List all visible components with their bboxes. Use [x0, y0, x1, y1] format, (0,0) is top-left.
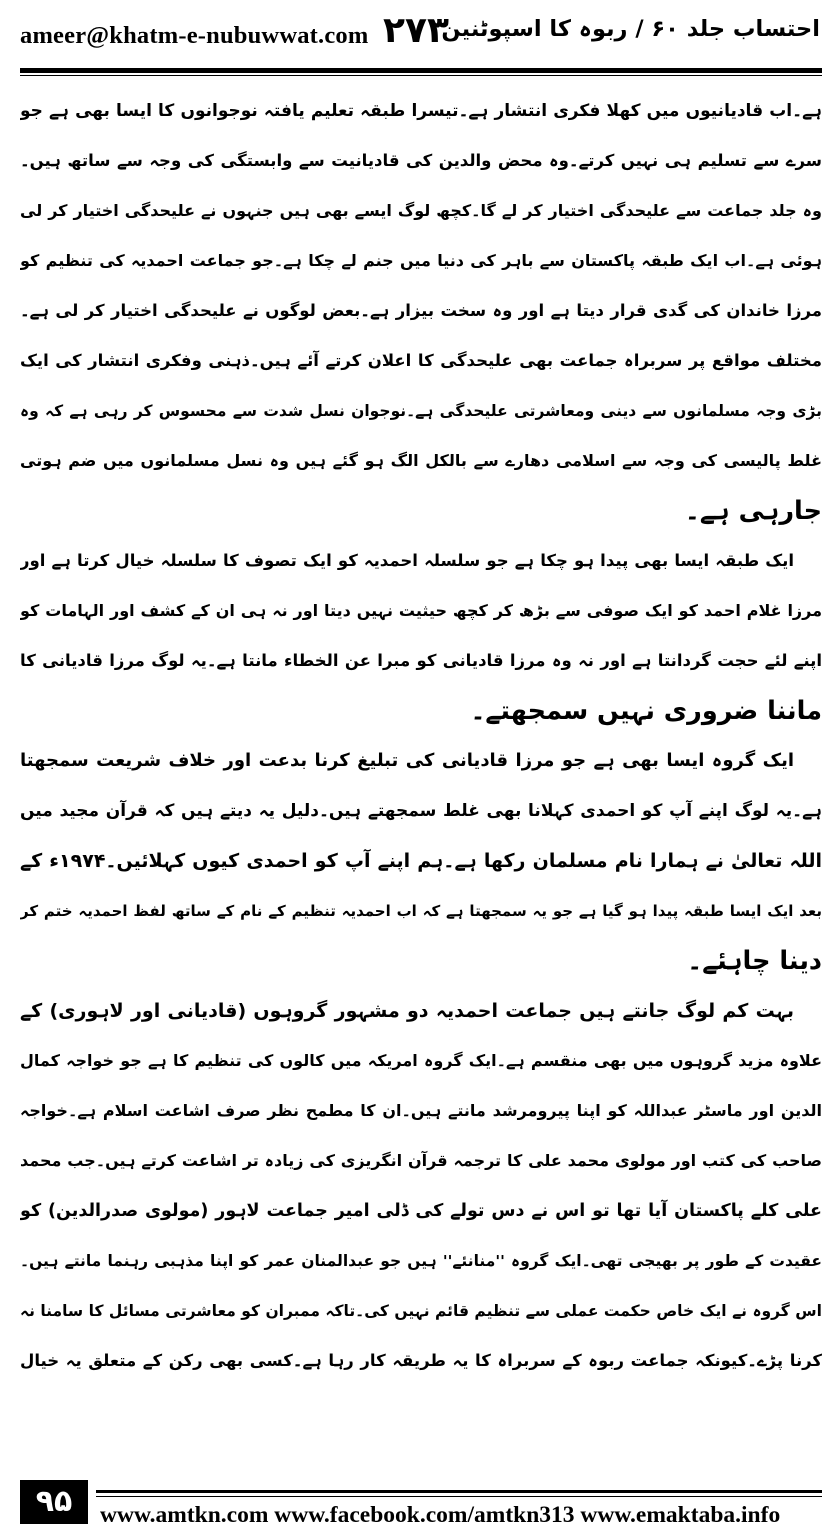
- header-rule: [20, 68, 822, 73]
- text-line: صاحب کی کتب اور مولوی محمد علی کا ترجمہ قرآن انگریزی کی زیادہ تر اشاعت کرتے ہیں۔جب محمد: [20, 1151, 822, 1170]
- text-line: مرزا خاندان کی گدی قرار دیتا ہے اور وہ سخت بیزار ہے۔بعض لوگوں نے علیحدگی اختیار کر لی ہے۔: [20, 301, 822, 320]
- text-line: مرزا غلام احمد کو ایک صوفی سے بڑھ کر کچھ حیثیت نہیں دیتا اور نہ ہی ان کے کشف اور الہامات کو: [20, 601, 822, 620]
- text-line: ماننا ضروری نہیں سمجھتے۔: [470, 696, 822, 726]
- text-line: جارہی ہے۔: [684, 496, 822, 526]
- text-line: غلط پالیسی کی وجہ سے اسلامی دھارے سے بالکل الگ ہو گئے ہیں وہ نسل مسلمانوں میں ضم ہوتی: [20, 451, 822, 470]
- header-running-title: احتساب جلد ۶۰ / ربوہ کا اسپوٹنین: [441, 16, 820, 42]
- text-line: ایک گروہ ایسا بھی ہے جو مرزا قادیانی کی تبلیغ کرنا بدعت اور خلاف شریعت سمجھتا: [20, 750, 794, 771]
- footer-page-badge: ۹۵: [20, 1480, 88, 1524]
- text-line: علی کلے پاکستان آیا تھا تو اس نے دس تولے کی ڈلی امیر جماعت لاہور (مولوی صدرالدین) کو: [20, 1201, 822, 1221]
- text-line: مختلف مواقع پر سربراہ جماعت بھی علیحدگی کا اعلان کرتے آئے ہیں۔ذہنی وفکری انتشار کی ایک: [20, 351, 822, 370]
- text-line: کرنا پڑے۔کیونکہ جماعت ربوہ کے سربراہ کا یہ طریقہ کار رہا ہے۔کسی بھی رکن کے متعلق یہ خیال: [20, 1351, 822, 1370]
- text-line: الدین اور ماسٹر عبداللہ کو اپنا پیرومرشد مانتے ہیں۔ان کا مطمح نظر صرف اشاعت اسلام ہے۔خواجہ: [20, 1101, 822, 1120]
- text-line: ہوئی ہے۔اب ایک طبقہ پاکستان سے باہر کی دنیا میں جنم لے چکا ہے۔جو جماعت احمدیہ کی تنظیم کو: [20, 251, 822, 270]
- text-line: عقیدت کے طور پر بھیجی تھی۔ایک گروہ ''منانئے'' ہیں جو عبدالمنان عمر کو اپنا مذہبی رہنما مانتے ہیں۔: [20, 1252, 822, 1270]
- page-footer: [0, 1474, 840, 1540]
- text-line: علاوہ مزید گروہوں میں بھی منقسم ہے۔ایک گروہ امریکہ میں کالوں کی تنظیم کا ہے جو خواجہ کمال: [20, 1051, 822, 1070]
- text-line: بہت کم لوگ جانتے ہیں جماعت احمدیہ دو مشہور گروہوں (قادیانی اور لاہوری) کے: [20, 1000, 794, 1022]
- header-page-number: ۲۷۳: [383, 10, 449, 51]
- footer-rule-thin: [96, 1496, 822, 1497]
- text-line: ایک طبقہ ایسا بھی پیدا ہو چکا ہے جو سلسلہ احمدیہ کو ایک تصوف کا سلسلہ خیال کرتا ہے اور: [20, 551, 794, 570]
- text-line: اپنے لئے حجت گردانتا ہے اور نہ وہ مرزا قادیانی کو مبرا عن الخطاء مانتا ہے۔یہ لوگ مرزا قادیانی کا: [20, 651, 822, 670]
- footer-rule: [96, 1490, 822, 1493]
- body-text: [20, 86, 822, 1472]
- text-line: وہ جلد جماعت سے علیحدگی اختیار کر لے گا۔کچھ لوگ ایسے بھی ہیں جنہوں نے علیحدگی اختیار کر لی: [20, 201, 822, 220]
- page-header: [0, 0, 840, 76]
- text-line: اس گروہ نے ایک خاص حکمت عملی سے تنظیم قائم نہیں کی۔تاکہ ممبران کو معاشرتی مسائل کا سامنا نہ: [20, 1302, 822, 1320]
- text-line: دینا چاہئے۔: [687, 946, 822, 976]
- text-line: بڑی وجہ مسلمانوں سے دینی ومعاشرتی علیحدگی ہے۔نوجوان نسل شدت سے محسوس کر رہی ہے کہ وہ: [20, 402, 822, 420]
- text-line: ہے۔اب قادیانیوں میں کھلا فکری انتشار ہے۔تیسرا طبقہ تعلیم یافتہ نوجوانوں کا ایسا بھی ہے جو: [20, 101, 822, 121]
- text-line: اللہ تعالیٰ نے ہمارا نام مسلمان رکھا ہے۔ہم اپنے آپ کو احمدی کیوں کہلائیں۔۱۹۷۴ء کے: [20, 850, 822, 872]
- text-line: [20, 1386, 822, 1436]
- text-line: سرے سے تسلیم ہی نہیں کرتے۔وہ محض والدین کی قادیانیت سے وابستگی کی وجہ سے ساتھ ہیں۔: [20, 151, 822, 170]
- text-line: ہے۔یہ لوگ اپنے آپ کو احمدی کہلانا بھی غلط سمجھتے ہیں۔دلیل یہ دیتے ہیں کہ قرآن مجید میں: [20, 801, 822, 821]
- header-rule-thin: [20, 75, 822, 76]
- footer-links[interactable]: www.amtkn.com www.facebook.com/amtkn313 www.emaktaba.info: [100, 1502, 781, 1528]
- header-email[interactable]: ameer@khatm-e-nubuwwat.com: [20, 22, 369, 49]
- text-line: بعد ایک ایسا طبقہ پیدا ہو گیا ہے جو یہ سمجھتا ہے کہ اب احمدیہ تنظیم کے نام کے ساتھ لفظ احمدیہ ختم کر: [20, 902, 822, 920]
